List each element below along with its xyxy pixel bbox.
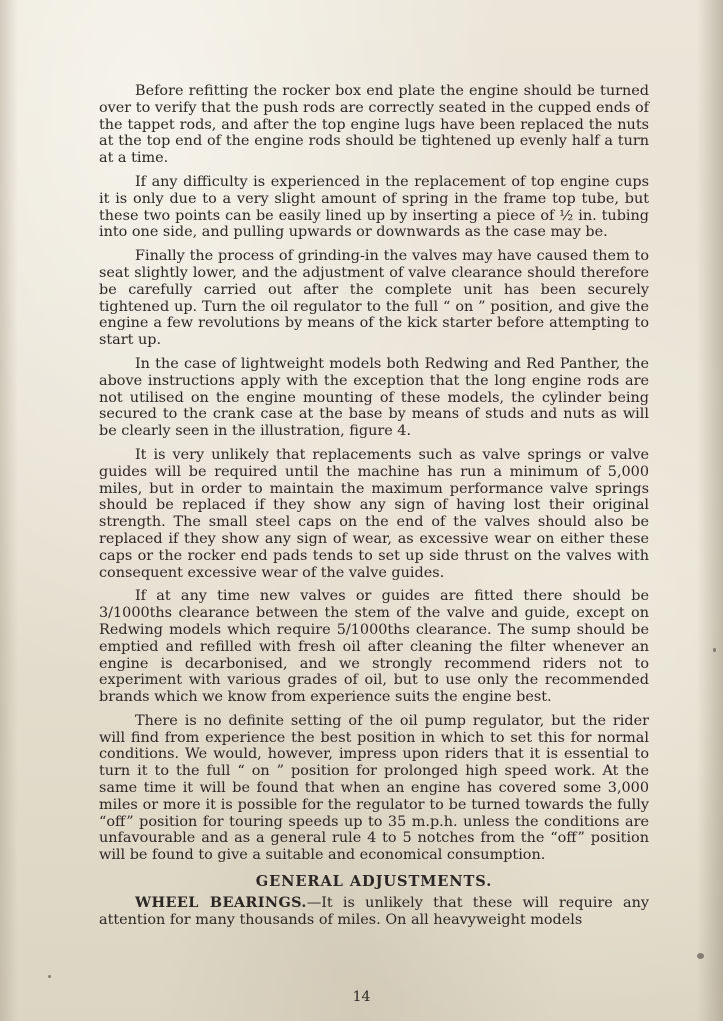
wheel-bearings-text: —It is unlikely that these will require any attention for many thousands of miles. On all heavyweight models <box>99 894 649 928</box>
paragraph-top-engine-cups: If any difficulty is experienced in the replacement of top engine cups it is only due to a very slight amount of spring in the frame top tube, but these two points can be easily lined up by inserting a piece of ½ in. tubing into one side, and pulling upwards or downwards as the case may be. <box>99 173 649 241</box>
paragraph-wheel-bearings <box>99 895 649 929</box>
paragraph-grinding-valves: Finally the process of grinding-in the valves may have caused them to seat slightly lower, and the adjustment of valve clearance should therefore be carefully carried out after the complete unit has been securely tightened up. Turn the oil regulator to the full “ on ” position, and give the engine a few revolutions by means of the kick starter before attempting to start up. <box>99 248 649 349</box>
paragraph-valve-clearance: If at any time new valves or guides are fitted there should be 3/1000ths clearance between the stem of the valve and guide, except on Redwing models which require 5/1000ths clearance. The sump should be emptied and refilled with fresh oil after cleaning the filter whenever an engine is decarbonised, and we strongly recommend riders not to experiment with various grades of oil, but to use only the recommended brands which we know from experience suits the engine best. <box>99 588 649 706</box>
ink-speck <box>48 975 51 978</box>
page-edge-shadow-left <box>0 0 18 1021</box>
paragraph-oil-pump-regulator: There is no definite setting of the oil pump regulator, but the rider will find from experience the best position in which to set this for normal conditions. We would, however, impress upon riders that it is essential to turn it to the full “ on ” position for prolonged high speed work. At the same time it will be found that when an engine has covered some 3,000 miles or more it is possible for the regulator to be turned towards the fully “off” position for touring speeds up to 35 m.p.h. unless the conditions are unfavourable and as a general rule 4 to 5 notches from the “off” position will be found to give a suitable and economical consumption. <box>99 712 649 864</box>
page-number: 14 <box>352 989 371 1005</box>
page-edge-shadow-right <box>697 0 723 1021</box>
paragraph-rocker-box: Before refitting the rocker box end plate the engine should be turned over to verify that the push rods are correctly seated in the cupped ends of the tappet rods, and after the top engine lugs have been replaced the nuts at the top end of the engine rods should be tightened up evenly half a turn at a time. <box>99 83 649 167</box>
body-text <box>99 83 649 928</box>
ink-speck <box>713 648 716 652</box>
wheel-bearings-run-in: WHEEL BEARINGS. <box>135 893 307 911</box>
paragraph-lightweight-models: In the case of lightweight models both Redwing and Red Panther, the above instructions apply with the exception that the long engine rods are not utilised on the engine mounting of these models, the cylinder being secured to the crank case at the base by means of studs and nuts as will be clearly seen in the illustration, figure 4. <box>99 355 649 440</box>
paragraph-valve-springs: It is very unlikely that replacements such as valve springs or valve guides will be required until the machine has run a minimum of 5,000 miles, but in order to maintain the maximum performance valve springs should be replaced if they show any sign of having lost their original strength. The small steel caps on the end of the valves should also be replaced if they show any sign of wear, as excessive wear on either these caps or the rocker end pads tends to set up side thrust on the valves with consequent excessive wear of the valve guides. <box>99 446 649 581</box>
section-heading: GENERAL ADJUSTMENTS. <box>255 873 493 891</box>
ink-speck <box>697 953 704 959</box>
